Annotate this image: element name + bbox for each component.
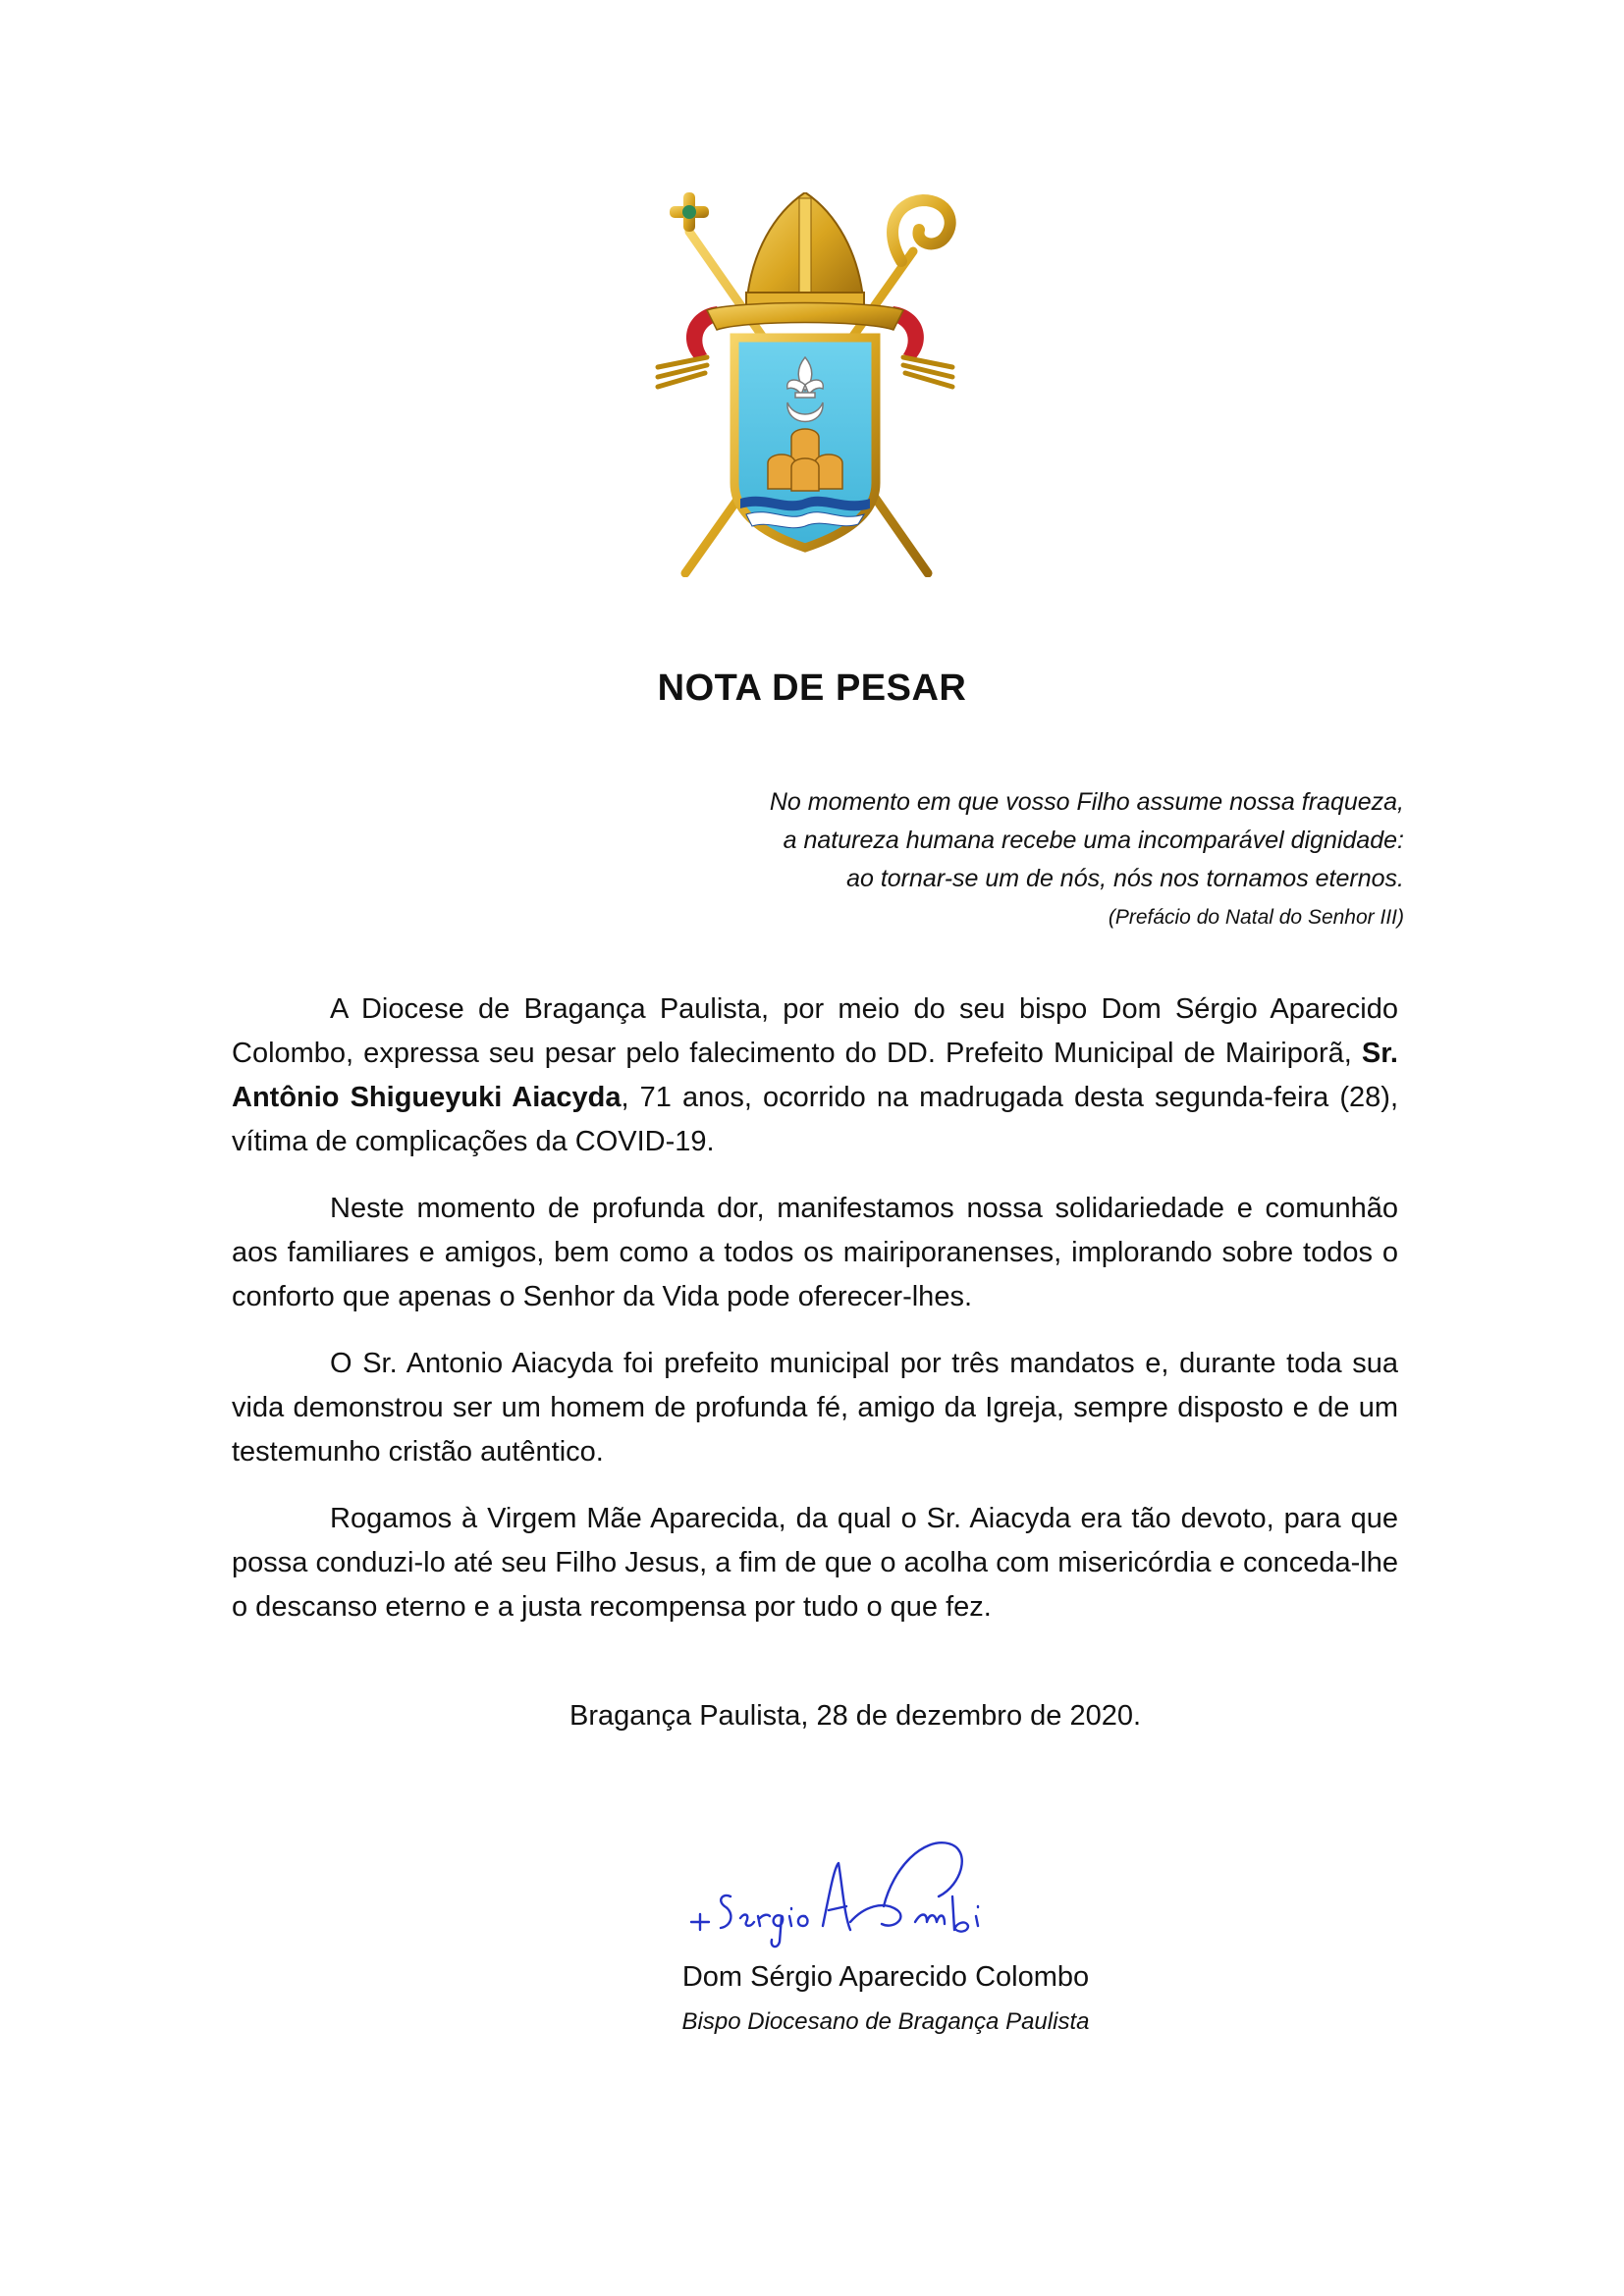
paragraph-1-text-start: A Diocese de Bragança Paulista, por meio do seu bispo Dom Sérgio Aparecido Colombo, expressa seu pesar pelo falecimento do DD. Prefeito Municipal de Mairiporã,	[232, 993, 1398, 1069]
paragraph-4: Rogamos à Virgem Mãe Aparecida, da qual o Sr. Aiacyda era tão devoto, para que possa conduzi-lo até seu Filho Jesus, a fim de que o acolha com misericórdia e conceda-lhe o descanso eterno e a justa recompensa por tudo o que fez.	[232, 1503, 1398, 1623]
page-title: NOTA DE PESAR	[657, 667, 967, 709]
signer-name: Dom Sérgio Aparecido Colombo	[681, 1961, 1090, 1993]
handwritten-signature	[687, 1828, 1001, 1975]
deceased-name: Sr. Antônio Shigueyuki Aiacyda	[232, 1038, 1398, 1113]
epigraph-source: (Prefácio do Natal do Senhor III)	[1108, 906, 1404, 929]
epigraph-line: ao tornar-se um de nós, nós nos tornamos eternos.	[846, 865, 1404, 892]
handwritten-signature-text: + Sérgio Aparecido Colombo	[687, 1828, 700, 1829]
epigraph-line: a natureza humana recebe uma incomparável dignidade:	[783, 827, 1404, 854]
date-line: Bragança Paulista, 28 de dezembro de 2020.	[569, 1700, 1142, 1732]
epigraph-line: No momento em que vosso Filho assume nossa fraqueza,	[769, 788, 1404, 816]
paragraph-2: Neste momento de profunda dor, manifestamos nossa solidariedade e comunhão aos familiares e amigos, bem como a todos os mairiporanenses, implorando sobre todos o conforto que apenas o Senhor da Vida pode oferecer-lhes.	[232, 1193, 1398, 1312]
paragraph-3: O Sr. Antonio Aiacyda foi prefeito municipal por três mandatos e, durante toda sua vida demonstrou ser um homem de profunda fé, amigo da Igreja, sempre disposto e de um testemunho cristão autêntico.	[232, 1348, 1398, 1468]
paragraph-1	[232, 988, 1398, 1164]
paragraph-1-text-end: , 71 anos, ocorrido na madrugada desta segunda-feira (28), vítima de complicações da COVID-19.	[232, 1082, 1398, 1157]
signer-role: Bispo Diocesano de Bragança Paulista	[681, 2008, 1090, 2035]
diocesan-coat-of-arms-icon	[648, 192, 962, 577]
epigraph	[770, 783, 1404, 936]
letter-body	[232, 988, 1398, 1652]
